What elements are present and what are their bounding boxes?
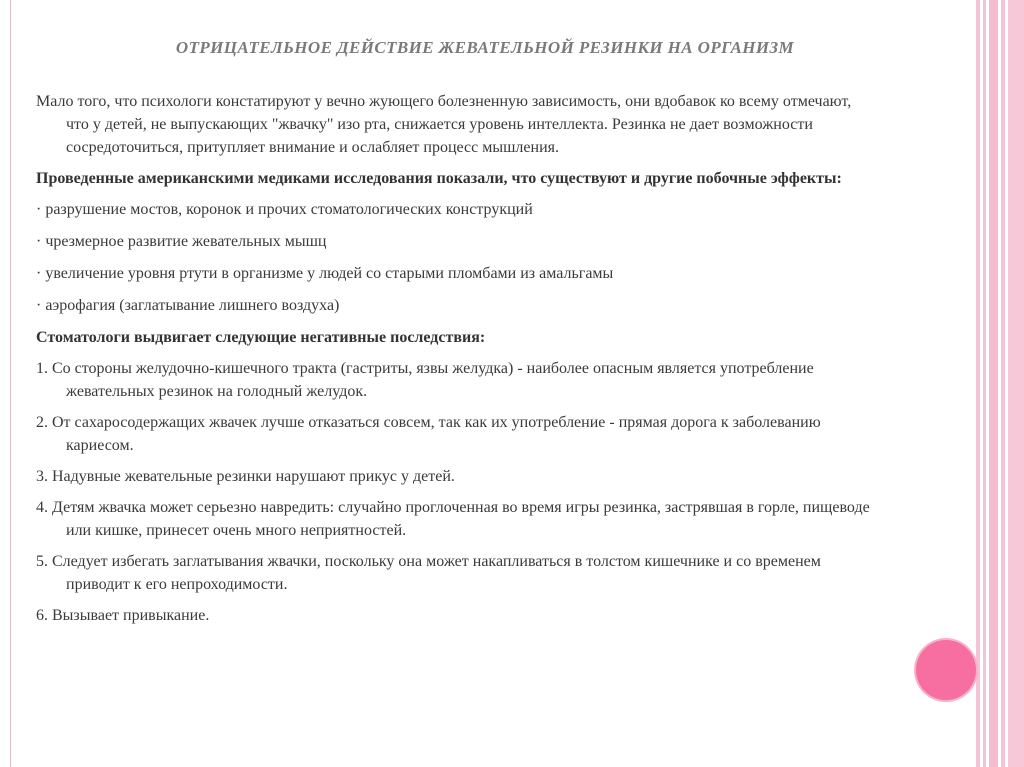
stripe <box>1008 0 1024 767</box>
side-effect-item: · увеличение уровня ртути в организме у людей со старыми пломбами из амальгамы <box>36 265 614 282</box>
decorative-circle <box>916 640 976 700</box>
side-effect-item: · аэрофагия (заглатывание лишнего воздуха) <box>36 297 340 314</box>
side-effects-heading: Проведенные американскими медиками исследования показали, что существуют и другие побочные эффекты: <box>36 170 842 187</box>
side-effect-item: · чрезмерное развитие жевательных мышц <box>36 233 327 250</box>
consequences-heading: Стоматологи выдвигает следующие негативные последствия: <box>36 329 486 346</box>
decorative-stripes <box>976 0 1024 767</box>
consequence-item: 2. От сахаросодержащих жвачек лучше отказаться совсем, так как их употребление - прямая дорога к заболеванию кариесом. <box>36 414 821 454</box>
slide-content <box>36 90 876 635</box>
consequence-item: 1. Со стороны желудочно-кишечного тракта (гастриты, язвы желудка) - наиболее опасным является употребление жевательных резинок на голодный желудок. <box>36 360 814 400</box>
stripe <box>983 0 986 767</box>
slide-title: ОТРИЦАТЕЛЬНОЕ ДЕЙСТВИЕ ЖЕВАТЕЛЬНОЙ РЕЗИНКИ НА ОРГАНИЗМ <box>175 38 795 57</box>
consequence-item: 3. Надувные жевательные резинки нарушают прикус у детей. <box>36 468 455 485</box>
left-border-line <box>10 0 11 767</box>
stripe <box>976 0 980 767</box>
consequence-item: 6. Вызывает привыкание. <box>36 607 210 624</box>
consequence-item: 4. Детям жвачка может серьезно навредить: случайно проглоченная во время игры резинка, застрявшая в горле, пищеводе или кишке, принесет очень много неприятностей. <box>36 499 870 539</box>
intro-paragraph: Мало того, что психологи констатируют у вечно жующего болезненную зависимость, они вдобавок ко всему отмечают, что у детей, не выпускающих "жвачку" изо рта, снижается уровень интеллекта. Резинка не дает возможности сосредоточиться, притупляет внимание и ослабляет процесс мышления. <box>36 93 852 156</box>
side-effect-item: · разрушение мостов, коронок и прочих стоматологических конструкций <box>36 201 533 218</box>
stripe <box>989 0 998 767</box>
consequence-item: 5. Следует избегать заглатывания жвачки, поскольку она может накапливаться в толстом кишечнике и со временем приводит к его непроходимости. <box>36 553 821 593</box>
stripe <box>1001 0 1005 767</box>
